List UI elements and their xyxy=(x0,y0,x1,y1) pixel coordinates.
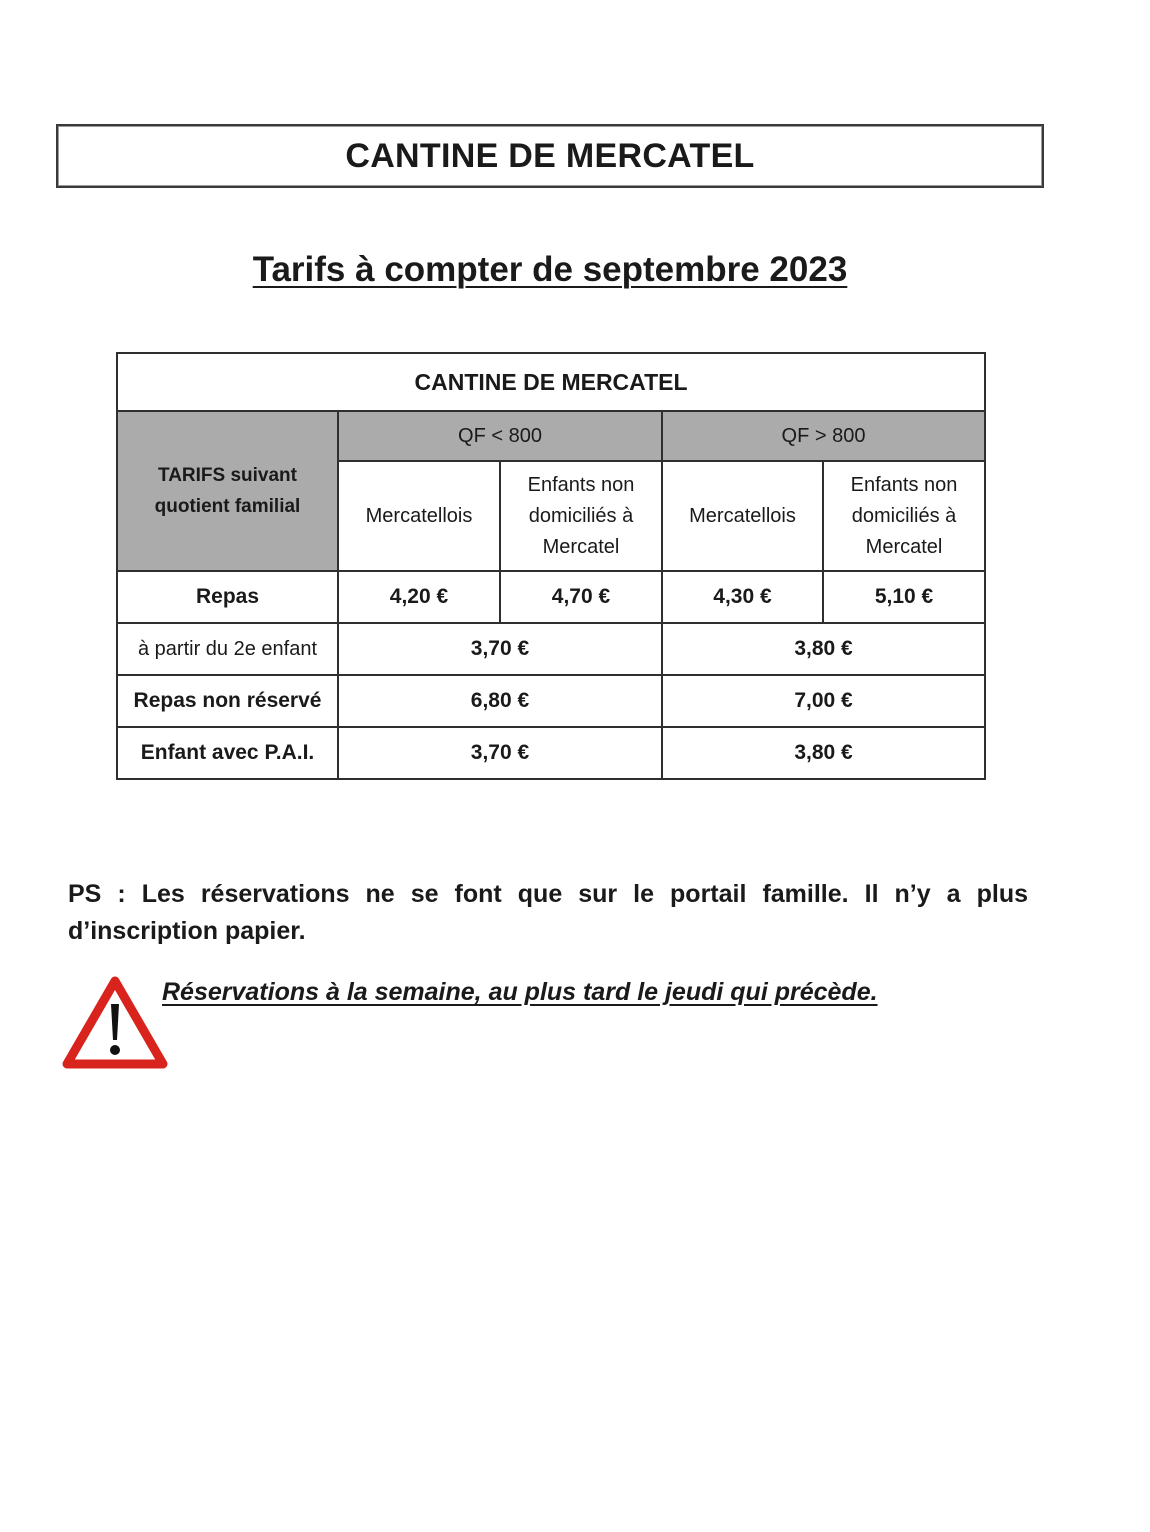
subheader-line: Enfants non xyxy=(527,473,635,496)
row-label-second-child: à partir du 2e enfant xyxy=(117,623,338,675)
price-cell: 4,70 € xyxy=(500,571,662,623)
price-cell: 6,80 € xyxy=(338,675,662,727)
price-cell: 3,80 € xyxy=(662,727,985,779)
ps-note-line-2: d’inscription papier. xyxy=(68,917,306,945)
price-cell: 3,70 € xyxy=(338,623,662,675)
group-header-qf-under-800: QF < 800 xyxy=(338,411,662,461)
subheader-line: domiciliés à xyxy=(851,504,957,527)
group-header-qf-over-800: QF > 800 xyxy=(662,411,985,461)
subheader-nonresident-2 xyxy=(823,461,985,571)
subheader-line: Enfants non xyxy=(850,473,958,496)
price-cell: 5,10 € xyxy=(823,571,985,623)
table-row xyxy=(117,571,985,623)
price-cell: 7,00 € xyxy=(662,675,985,727)
row-label-pai: Enfant avec P.A.I. xyxy=(117,727,338,779)
table-caption: CANTINE DE MERCATEL xyxy=(117,353,985,411)
subtitle-text: Tarifs à compter de septembre 2023 xyxy=(252,250,848,289)
corner-line-2: quotient familial xyxy=(154,496,301,517)
table-row xyxy=(117,675,985,727)
price-cell: 4,30 € xyxy=(662,571,823,623)
row-label-unreserved-meal: Repas non réservé xyxy=(117,675,338,727)
price-cell: 3,70 € xyxy=(338,727,662,779)
table-row xyxy=(117,623,985,675)
ps-note xyxy=(68,876,1028,950)
subheader-mercatellois-1: Mercatellois xyxy=(338,461,500,571)
page-title: CANTINE DE MERCATEL xyxy=(56,124,1044,188)
price-cell: 4,20 € xyxy=(338,571,500,623)
subheader-line: domiciliés à xyxy=(528,504,634,527)
price-cell: 3,80 € xyxy=(662,623,985,675)
ps-note-line-1: PS : Les réservations ne se font que sur le portail famille. Il n’y a plus xyxy=(68,880,1028,908)
tariff-table xyxy=(116,352,986,780)
warning-triangle-icon xyxy=(62,976,168,1070)
subheader-mercatellois-2: Mercatellois xyxy=(662,461,823,571)
corner-line-1: TARIFS suivant xyxy=(158,465,297,486)
page-subtitle xyxy=(0,250,1100,290)
table-corner-header xyxy=(117,411,338,571)
table-row xyxy=(117,727,985,779)
reservation-deadline-note: Réservations à la semaine, au plus tard le jeudi qui précède. xyxy=(162,978,878,1006)
subheader-line: Mercatel xyxy=(542,535,620,558)
subheader-line: Mercatel xyxy=(865,535,943,558)
subheader-nonresident-1 xyxy=(500,461,662,571)
row-label-repas: Repas xyxy=(117,571,338,623)
